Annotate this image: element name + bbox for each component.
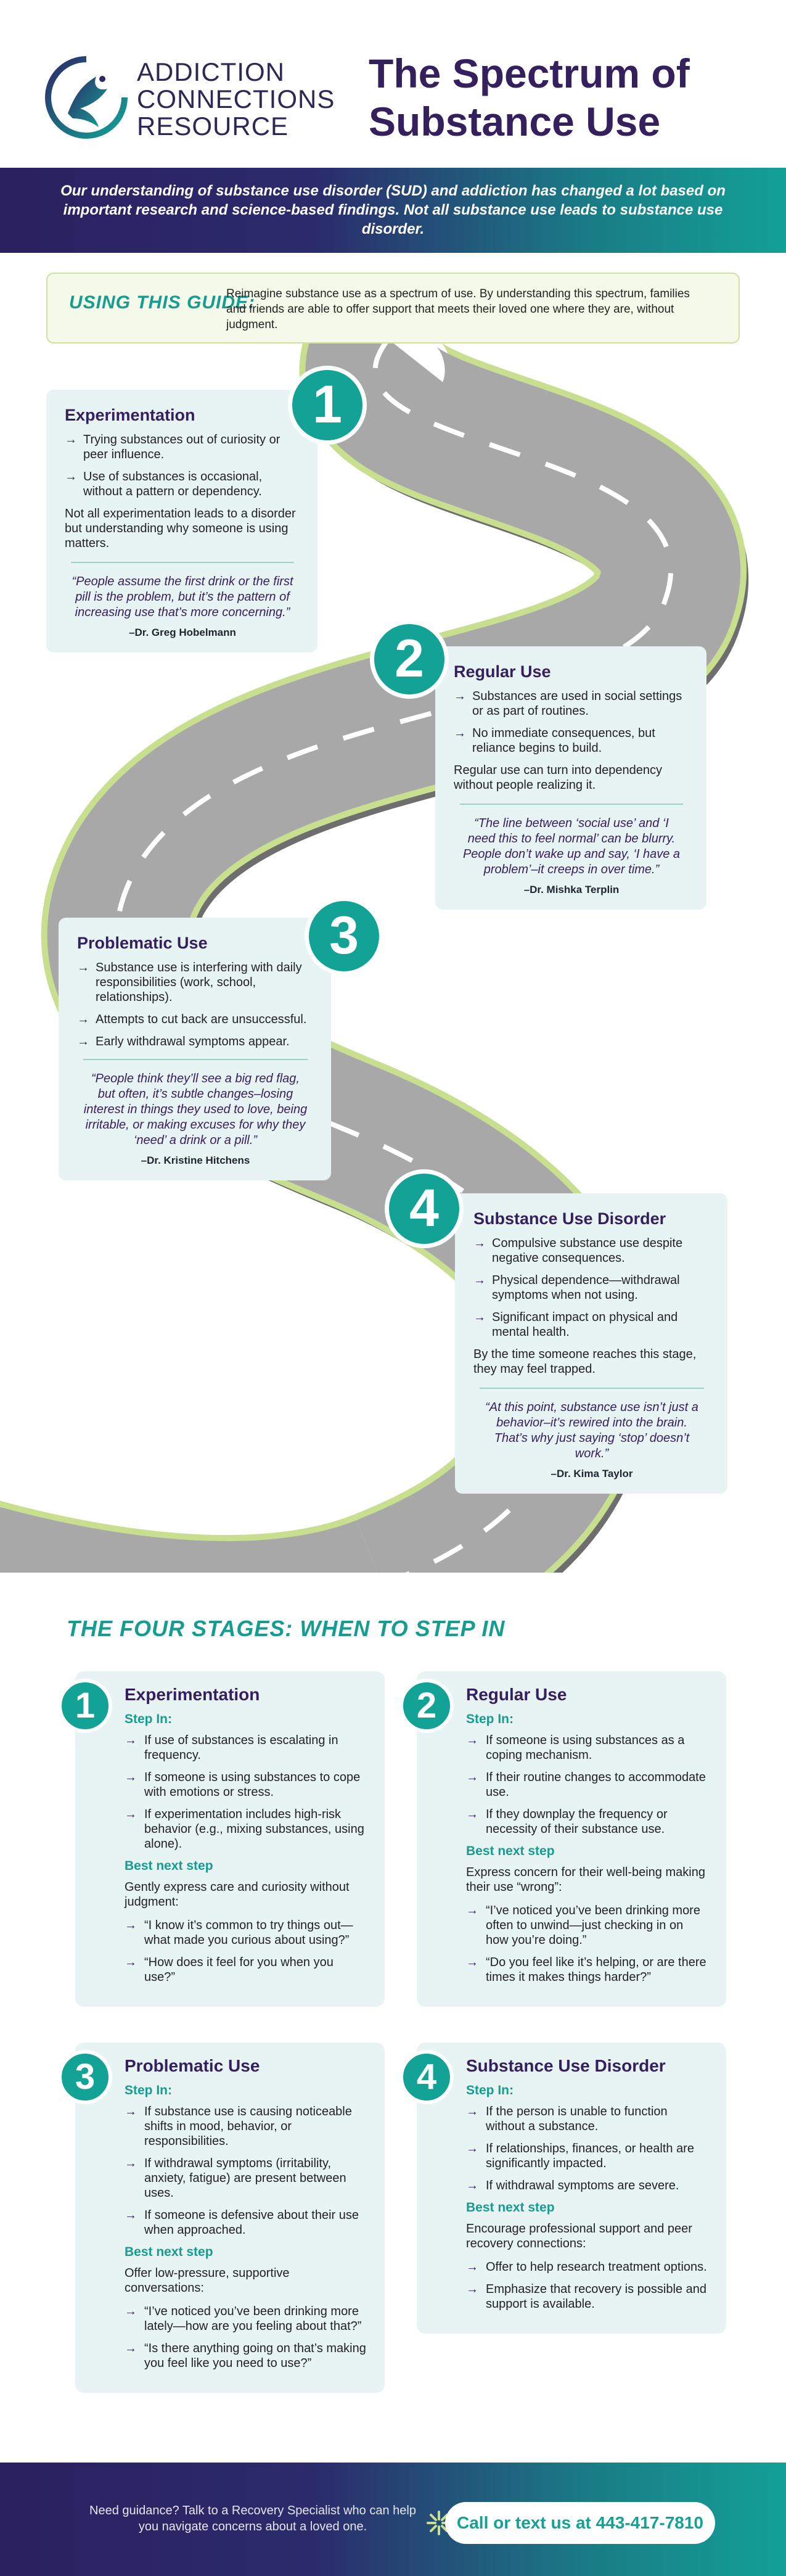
arrow-right-icon: → [125, 2105, 137, 2118]
step-in-label: Step In: [125, 2083, 172, 2097]
stage-title: Experimentation [65, 406, 195, 424]
arrow-right-icon: → [466, 2260, 478, 2274]
best-next-step-label: Best next step [466, 1844, 555, 1858]
intro-band [0, 168, 786, 253]
bullet-text: If the person is unable to function without a substance. [486, 2105, 668, 2133]
divider [71, 562, 294, 563]
best-next-step-list [125, 1918, 366, 1985]
list-item [125, 1733, 366, 1763]
bullet-text: “I’ve noticed you’ve been drinking more lately—how are you feeling about that?” [144, 2305, 362, 2333]
page-title [369, 49, 690, 146]
bullet-text: Compulsive substance use despite negative consequences. [492, 1237, 683, 1265]
stage-quote: “At this point, substance use isn’t just a behavior–it’s rewired into the brain. That’s why just saying ‘stop’ doesn’t work.” [485, 1401, 698, 1460]
arrow-right-icon: → [125, 2342, 137, 2355]
list-item [473, 1310, 710, 1339]
step-in-label: Step In: [466, 1712, 514, 1726]
intro-text: Our understanding of substance use disorder (SUD) and addiction has changed a lot based on important research and science-based findings. Not all substance use leads to substance use disorder. [60, 183, 726, 237]
divider [480, 1388, 704, 1389]
bullet-text: If someone is defensive about their use when approached. [144, 2208, 359, 2237]
bullet-text: Physical dependence—withdrawal symptoms when not using. [492, 1274, 680, 1302]
arrow-right-icon: → [466, 2179, 478, 2192]
stage-number-badge: 4 [385, 1169, 464, 1248]
arrow-right-icon: → [454, 689, 466, 703]
arrow-right-icon: → [125, 2157, 137, 2170]
bullet-text: Substance use is interfering with daily responsibilities (work, school, relationships). [96, 961, 302, 1004]
header [0, 0, 786, 167]
step-number-badge: 3 [58, 2050, 112, 2104]
stage-card-experimentation [46, 390, 317, 652]
bullet-text: If withdrawal symptoms are severe. [486, 2179, 679, 2192]
bullet-text: Attempts to cut back are unsuccessful. [96, 1013, 307, 1026]
list-item [65, 432, 300, 462]
arrow-right-icon: → [125, 1734, 137, 1747]
bullet-text: If experimentation includes high-risk behavior (e.g., mixing substances, using alone). [144, 1808, 364, 1851]
step-card-title: Problematic Use [125, 2056, 260, 2075]
list-item [466, 1733, 708, 1763]
stage-bullets [65, 432, 300, 499]
stage-number-badge: 2 [370, 620, 449, 699]
arrow-right-icon: → [65, 470, 77, 484]
bullet-text: “How does it feel for you when you use?” [144, 1956, 334, 1984]
list-item [125, 1770, 366, 1800]
divider [83, 1059, 308, 1060]
stage-title: Problematic Use [77, 934, 208, 952]
best-next-step-list [466, 1903, 708, 1985]
arrow-right-icon: → [466, 2142, 478, 2155]
quote-author: –Dr. Mishka Terplin [523, 884, 620, 895]
stage-note: By the time someone reaches this stage, they may feel trapped. [473, 1348, 697, 1376]
logo-line-2: CONNECTIONS [137, 84, 335, 113]
step-in-card-experimentation [75, 1671, 385, 2007]
best-next-step-label: Best next step [125, 1859, 213, 1873]
list-item [466, 1807, 708, 1837]
using-this-guide-box [46, 273, 740, 344]
list-item [466, 1955, 708, 1985]
step-card-title: Substance Use Disorder [466, 2056, 666, 2075]
step-card-title: Regular Use [466, 1685, 567, 1704]
step-number-badge: 2 [399, 1679, 454, 1733]
stage-bullets [473, 1236, 710, 1339]
bullet-text: Emphasize that recovery is possible and support is available. [486, 2282, 706, 2311]
list-item [125, 2341, 366, 2371]
arrow-right-icon: → [466, 2105, 478, 2118]
stage-quote: “The line between ‘social use’ and ‘I need this to feel normal’ can be blurry. People don’t wake up and say, ‘I have a problem’–it creeps in over time.” [462, 817, 681, 876]
list-item [125, 1955, 366, 1985]
best-next-step-text: Encourage professional support and peer recovery connections: [466, 2222, 692, 2250]
list-item [466, 2282, 708, 2311]
stage-card-problematic-use [59, 918, 331, 1180]
stage-card-substance-use-disorder [455, 1193, 727, 1494]
bullet-text: No immediate consequences, but reliance begins to build. [472, 726, 655, 755]
page-title-line-1: The Spectrum of [369, 51, 690, 96]
list-item [466, 1770, 708, 1800]
list-item [125, 2104, 366, 2149]
arrow-right-icon: → [125, 2208, 137, 2222]
logo-line-1: ADDICTION [137, 57, 285, 86]
page-title-line-2: Substance Use [369, 99, 661, 144]
step-card-title: Experimentation [125, 1685, 260, 1704]
list-item [473, 1273, 710, 1302]
logo-line-3: RESOURCE [137, 112, 289, 141]
stage-note: Not all experimentation leads to a disorder but understanding why someone is using matters. [65, 507, 296, 550]
arrow-right-icon: → [125, 1771, 137, 1784]
arrow-right-icon: → [466, 2282, 478, 2296]
list-item [454, 689, 689, 718]
stage-card-regular-use [435, 646, 706, 910]
quote-author: –Dr. Kima Taylor [551, 1468, 633, 1479]
footer-text: Need guidance? Talk to a Recovery Specialist who can help you navigate concerns about a loved one. [89, 2504, 416, 2533]
list-item [125, 2208, 366, 2237]
bullet-text: If withdrawal symptoms (irritability, anxiety, fatigue) are present between uses. [144, 2157, 346, 2200]
bullet-text: “I know it’s common to try things out—what made you curious about using?” [144, 1919, 353, 1947]
step-in-label: Step In: [466, 2083, 514, 2097]
bullet-text: If substance use is causing noticeable shifts in mood, behavior, or responsibilities. [144, 2105, 352, 2148]
step-in-card-problematic-use [75, 2043, 385, 2393]
bullet-text: Substances are used in social settings or as part of routines. [472, 689, 682, 718]
list-item [77, 960, 314, 1005]
bullet-text: “I’ve noticed you’ve been drinking more often to unwind—just checking in on how you’re doing.” [486, 1904, 700, 1947]
quote-author: –Dr. Kristine Hitchens [141, 1154, 250, 1166]
bird-circle-logo-icon [43, 54, 129, 141]
arrow-right-icon: → [65, 433, 77, 446]
stage-quote: “People think they’ll see a big red flag, but often, it’s subtle changes–losing interest in things they used to love, being irritable, or making excuses for why they ‘need’ a drink or a pill.” [83, 1072, 308, 1147]
logo-wordmark [137, 59, 335, 140]
arrow-right-icon: → [473, 1311, 486, 1324]
bullet-text: “Do you feel like it’s helping, or are there times it makes things harder?” [486, 1956, 706, 1984]
bullet-text: Offer to help research treatment options. [486, 2260, 707, 2274]
bullet-text: Trying substances out of curiosity or peer influence. [83, 433, 280, 461]
bullet-text: Use of substances is occasional, without a pattern or dependency. [83, 470, 263, 498]
bullet-text: If they downplay the frequency or necessity of their substance use. [486, 1808, 668, 1836]
list-item [466, 2260, 708, 2274]
best-next-step-label: Best next step [466, 2200, 555, 2215]
step-in-list [466, 1733, 708, 1837]
step-in-list [125, 2104, 366, 2237]
step-in-card-regular-use [417, 1671, 726, 2007]
list-item [454, 726, 689, 755]
list-item [77, 1034, 314, 1049]
stage-number-badge: 1 [288, 366, 367, 445]
stage-note: Regular use can turn into dependency without people realizing it. [454, 763, 663, 792]
bullet-text: Early withdrawal symptoms appear. [96, 1035, 290, 1048]
best-next-step-label: Best next step [125, 2245, 213, 2259]
list-item [466, 1903, 708, 1948]
stage-quote: “People assume the first drink or the first pill is the problem, but it’s the pattern of increasing use that’s more concerning.” [72, 575, 293, 619]
step-in-card-substance-use-disorder [417, 2043, 726, 2334]
best-next-step-text: Express concern for their well-being making their use “wrong”: [466, 1866, 705, 1894]
arrow-right-icon: → [466, 1771, 478, 1784]
bullet-text: “Is there anything going on that’s making you feel like you need to use?” [144, 2342, 366, 2370]
bullet-text: If use of substances is escalating in frequency. [144, 1734, 338, 1762]
stage-bullets [77, 960, 314, 1049]
footer [0, 2463, 786, 2576]
stage-number-badge: 3 [305, 897, 383, 976]
arrow-right-icon: → [454, 726, 466, 740]
four-stages-title: THE FOUR STAGES: WHEN TO STEP IN [67, 1616, 506, 1641]
road-section [0, 253, 786, 1573]
bullet-text: Significant impact on physical and mental health. [492, 1311, 678, 1339]
list-item [65, 469, 300, 499]
bullet-text: If relationships, finances, or health are significantly impacted. [486, 2142, 694, 2170]
best-next-step-list [125, 2304, 366, 2371]
list-item [125, 1918, 366, 1948]
arrow-right-icon: → [125, 1956, 137, 1969]
best-next-step-text: Gently express care and curiosity without judgment: [125, 1880, 350, 1909]
list-item [125, 2156, 366, 2200]
step-in-label: Step In: [125, 1712, 172, 1726]
arrow-right-icon: → [473, 1274, 486, 1287]
arrow-right-icon: → [125, 2305, 137, 2318]
best-next-step-list [466, 2260, 708, 2311]
arrow-right-icon: → [473, 1237, 486, 1250]
divider [460, 804, 683, 805]
list-item [466, 2104, 708, 2134]
list-item [466, 2178, 708, 2193]
quote-author: –Dr. Greg Hobelmann [129, 627, 236, 638]
call-or-text-button[interactable]: Call or text us at 443-417-7810 [445, 2502, 715, 2544]
step-in-list [125, 1733, 366, 1851]
list-item [125, 2304, 366, 2334]
arrow-right-icon: → [77, 1013, 89, 1026]
guide-label: USING THIS GUIDE: [69, 292, 256, 313]
stage-title: Regular Use [454, 662, 551, 681]
arrow-right-icon: → [466, 1808, 478, 1821]
arrow-right-icon: → [77, 961, 89, 974]
arrow-right-icon: → [125, 1919, 137, 1932]
arrow-right-icon: → [77, 1035, 89, 1048]
list-item [125, 1807, 366, 1851]
arrow-right-icon: → [466, 1904, 478, 1917]
list-item [77, 1012, 314, 1027]
step-number-badge: 4 [399, 2050, 454, 2104]
bullet-text: If their routine changes to accommodate use. [486, 1771, 706, 1799]
step-in-list [466, 2104, 708, 2193]
bullet-text: If someone is using substances as a coping mechanism. [486, 1734, 685, 1762]
arrow-right-icon: → [125, 1808, 137, 1821]
stage-title: Substance Use Disorder [473, 1209, 666, 1228]
list-item [473, 1236, 710, 1265]
bullet-text: If someone is using substances to cope with emotions or stress. [144, 1771, 361, 1799]
arrow-right-icon: → [466, 1734, 478, 1747]
best-next-step-text: Offer low-pressure, supportive conversations: [125, 2266, 290, 2295]
step-number-badge: 1 [58, 1679, 112, 1733]
list-item [466, 2141, 708, 2171]
guide-text: Reimagine substance use as a spectrum of use. By understanding this spectrum, families and friends are able to offer support that meets their loved one where they are, without judgment. [226, 287, 690, 331]
stage-bullets [454, 689, 689, 755]
arrow-right-icon: → [466, 1956, 478, 1969]
